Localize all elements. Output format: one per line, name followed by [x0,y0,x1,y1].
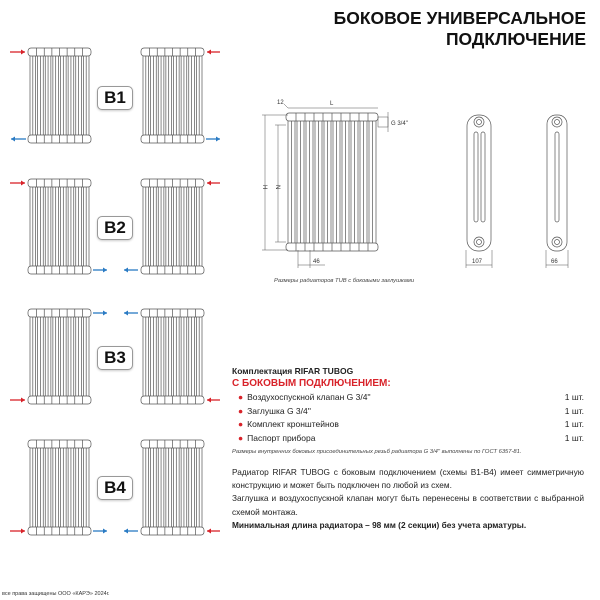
supply-arrow-icon [10,50,25,55]
kit-section [232,366,584,455]
radiator-icon [141,309,204,404]
radiator-icon [28,309,91,404]
radiator-icon [141,440,204,535]
supply-arrow-icon [10,529,25,534]
description-p2: Заглушка и воздухоспускной клапан могут быть перенесены в соответствии с выбранной схемой монтажа. [232,493,584,517]
supply-arrow-icon [10,181,25,186]
kit-heading: Комплектация RIFAR TUBOG [232,366,354,376]
scheme-label-b4: B4 [97,476,133,500]
dim-h: H [261,185,267,190]
radiator-icon [28,48,91,143]
scheme-label-b3: B3 [97,346,133,370]
return-arrow-icon [93,529,107,534]
supply-arrow-icon [207,50,220,55]
radiator-icon [141,48,204,143]
kit-item-qty: 1 шт. [564,432,584,443]
scheme-label-b1: B1 [97,86,133,110]
kit-item-qty: 1 шт. [564,392,584,402]
description [232,466,584,532]
description-p1: Радиатор RIFAR TUBOG с боковым подключением (схемы В1-В4) имеет симметричную конструкцию и может быть подключен по любой из схем. [232,467,584,491]
supply-arrow-icon [207,181,220,186]
return-arrow-icon [124,529,138,534]
supply-arrow-icon [207,529,220,534]
drawing-caption: Размеры радиаторов TUB с боковыми заглушками [274,278,415,284]
bullet-icon: ● [238,419,244,430]
dim-46: 46 [313,259,320,265]
dim-l: L [330,101,334,107]
dim-107: 107 [472,259,483,265]
radiator-icon [28,179,91,274]
supply-arrow-icon [207,398,220,403]
side-view-66 [547,115,567,251]
return-arrow-icon [124,268,138,273]
radiator-icon [141,179,204,274]
kit-item-qty: 1 шт. [564,419,584,430]
dim-n: N [274,185,280,190]
bullet-icon: ● [238,432,244,443]
kit-item: ● Паспорт прибора 1 шт. [232,433,584,447]
kit-item-qty: 1 шт. [564,405,584,416]
bullet-icon: ● [238,392,244,402]
supply-arrow-icon [10,398,25,403]
copyright: все права защищены ООО «КАРЭ» 2024г. [2,591,110,597]
radiator-icon [286,113,378,251]
bullet-icon: ● [238,405,244,416]
dim-12: 12 [277,100,284,106]
dimension-drawing [250,90,600,280]
scheme-label-b2: B2 [97,216,133,240]
kit-note: Размеры внутренних боковых присоединительных резьб радиатора G 3/4'' выполнены по ГОСТ 6357-81. [232,449,522,456]
radiator-icon [28,440,91,535]
return-arrow-icon [206,137,220,142]
kit-item: ● Воздухоспускной клапан G 3/4'' 1 шт. [232,392,584,406]
dim-thread: G 3/4'' [391,121,408,127]
return-arrow-icon [124,311,138,316]
description-p3: Минимальная длина радиатора – 98 мм (2 секции) без учета арматуры. [232,519,527,530]
radiator-front-view [286,113,378,251]
kit-subheading: С БОКОВЫМ ПОДКЛЮЧЕНИЕМ: [232,378,391,389]
dim-66: 66 [551,259,558,265]
kit-item: ● Заглушка G 3/4'' 1 шт. [232,406,584,420]
side-view-107 [467,115,491,251]
kit-item: ● Комплект кронштейнов 1 шт. [232,419,584,433]
return-arrow-icon [11,137,26,142]
return-arrow-icon [93,311,107,316]
page-title: БОКОВОЕ УНИВЕРСАЛЬНОЕ ПОДКЛЮЧЕНИЕ [333,8,586,49]
return-arrow-icon [93,268,107,273]
